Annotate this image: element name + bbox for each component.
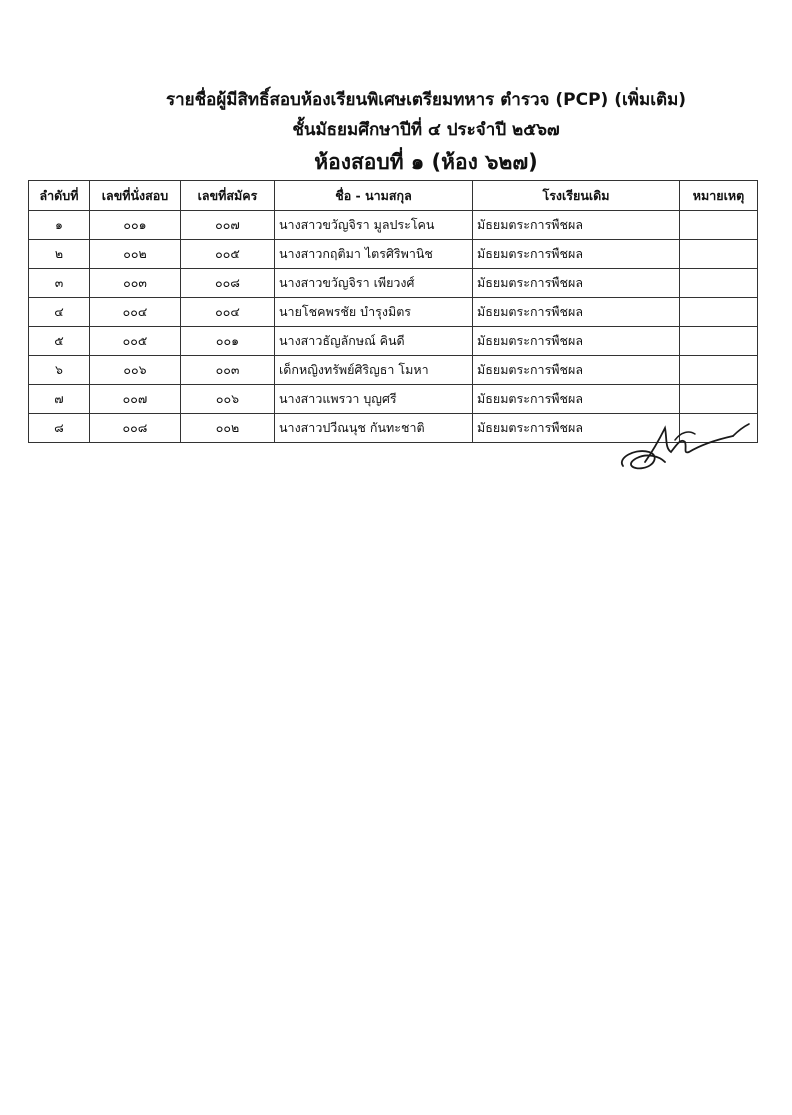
cell-school: มัธยมตระการพืชผล [473, 385, 680, 414]
table-row [29, 385, 758, 414]
cell-seat: ๐๐๒ [90, 240, 181, 269]
signature [615, 418, 755, 478]
cell-name: นางสาวขวัญจิรา มูลประโคน [275, 211, 473, 240]
cell-name: นางสาวขวัญจิรา เพียวงศ์ [275, 269, 473, 298]
cell-name: นางสาวแพรวา บุญศรี [275, 385, 473, 414]
cell-application: ๐๐๔ [181, 298, 275, 327]
cell-seat: ๐๐๓ [90, 269, 181, 298]
cell-seat: ๐๐๘ [90, 414, 181, 443]
column-header-note: หมายเหตุ [680, 181, 758, 211]
cell-order: ๖ [29, 356, 90, 385]
column-header-application: เลขที่สมัคร [181, 181, 275, 211]
cell-application: ๐๐๕ [181, 240, 275, 269]
cell-order: ๒ [29, 240, 90, 269]
document-title: รายชื่อผู้มีสิทธิ์สอบห้องเรียนพิเศษเตรียมทหาร ตำรวจ (PCP) (เพิ่มเติม) [165, 90, 687, 110]
table-row [29, 356, 758, 385]
cell-seat: ๐๐๔ [90, 298, 181, 327]
cell-name: เด็กหญิงทรัพย์ศิริญธา โมหา [275, 356, 473, 385]
cell-seat: ๐๐๗ [90, 385, 181, 414]
cell-seat: ๐๐๑ [90, 211, 181, 240]
cell-note [680, 385, 758, 414]
cell-school: มัธยมตระการพืชผล [473, 211, 680, 240]
cell-application: ๐๐๖ [181, 385, 275, 414]
cell-note [680, 240, 758, 269]
column-header-order: ลำดับที่ [29, 181, 90, 211]
document-subtitle: ชั้นมัธยมศึกษาปีที่ ๔ ประจำปี ๒๕๖๗ [292, 120, 560, 140]
table-row [29, 327, 758, 356]
cell-order: ๗ [29, 385, 90, 414]
cell-note [680, 211, 758, 240]
cell-note [680, 298, 758, 327]
cell-school: มัธยมตระการพืชผล [473, 240, 680, 269]
cell-application: ๐๐๒ [181, 414, 275, 443]
cell-application: ๐๐๓ [181, 356, 275, 385]
cell-school: มัธยมตระการพืชผล [473, 356, 680, 385]
cell-school: มัธยมตระการพืชผล [473, 327, 680, 356]
cell-school: มัธยมตระการพืชผล [473, 269, 680, 298]
cell-order: ๘ [29, 414, 90, 443]
column-header-name: ชื่อ - นามสกุล [275, 181, 473, 211]
exam-room-heading: ห้องสอบที่ ๑ (ห้อง ๖๒๗) [314, 150, 538, 174]
cell-name: นายโชคพรชัย บำรุงมิตร [275, 298, 473, 327]
table-row [29, 240, 758, 269]
cell-school: มัธยมตระการพืชผล [473, 298, 680, 327]
cell-order: ๑ [29, 211, 90, 240]
column-header-seat: เลขที่นั่งสอบ [90, 181, 181, 211]
table-header-row [29, 181, 758, 211]
cell-order: ๔ [29, 298, 90, 327]
table-row [29, 298, 758, 327]
cell-application: ๐๐๑ [181, 327, 275, 356]
cell-application: ๐๐๗ [181, 211, 275, 240]
cell-name: นางสาวกฤติมา ไตรศิริพานิช [275, 240, 473, 269]
candidate-table [28, 180, 758, 443]
cell-seat: ๐๐๖ [90, 356, 181, 385]
cell-name: นางสาวธัญลักษณ์ คินดี [275, 327, 473, 356]
cell-note [680, 356, 758, 385]
column-header-school: โรงเรียนเดิม [473, 181, 680, 211]
cell-note [680, 327, 758, 356]
cell-application: ๐๐๘ [181, 269, 275, 298]
cell-note [680, 269, 758, 298]
table-row [29, 269, 758, 298]
cell-school: มัธยมตระการพืชผล [473, 414, 680, 443]
cell-seat: ๐๐๕ [90, 327, 181, 356]
cell-name: นางสาวปวีณนุช กันทะชาติ [275, 414, 473, 443]
table-row [29, 211, 758, 240]
cell-order: ๓ [29, 269, 90, 298]
cell-order: ๕ [29, 327, 90, 356]
